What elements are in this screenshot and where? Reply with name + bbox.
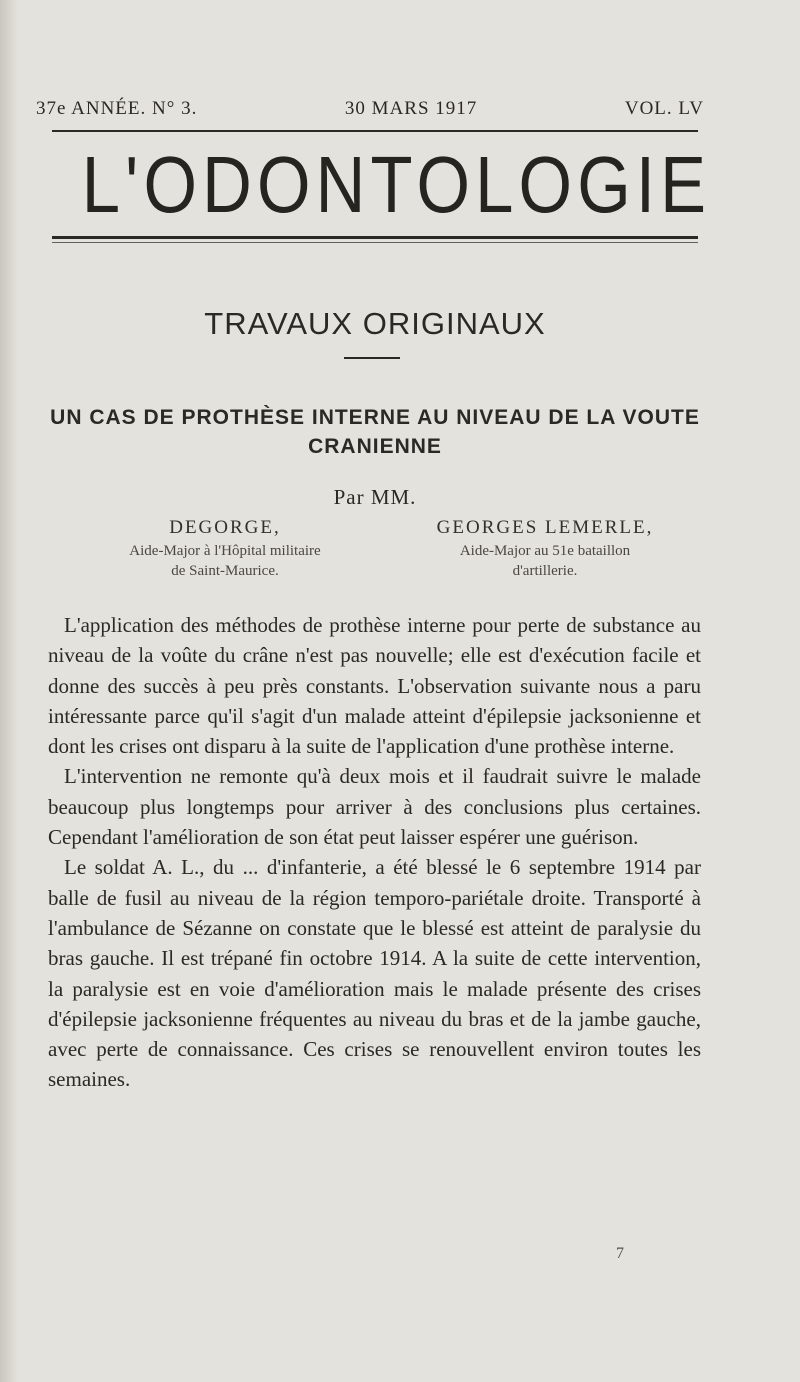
page-number: 7: [616, 1245, 624, 1262]
author-name: DEGORGE,: [169, 517, 281, 538]
journal-title: L'ODONTOLOGIE: [81, 140, 712, 229]
issue-header: [36, 98, 704, 120]
article-title: UN CAS DE PROTHÈSE INTERNE AU NIVEAU DE LA VOUTE CRANIENNE: [50, 406, 700, 458]
author-affiliation: Aide-Major à l'Hôpital militaire: [129, 543, 321, 559]
header-rule: [52, 130, 698, 132]
author-affiliation: de Saint-Maurice.: [171, 563, 279, 579]
body-paragraph: Le soldat A. L., du ... d'infanterie, a été blessé le 6 septembre 1914 par balle de fusil au niveau de la région temporo-pariétale droite. Transporté à l'ambulance de Sézanne on constate que le blessé est atteint de paralysie du bras gauche. Il est trépané fin octobre 1914. A la suite de cette intervention, la paralysie est en voie d'amélioration mais le malade présente des crises d'épilepsie jacksonienne fréquentes au niveau du bras et de la jambe gauche, avec perte de connaissance. Ces crises se renouvellent environ toutes les semaines.: [48, 855, 701, 1092]
title-rule-thin: [52, 242, 698, 243]
issue-date: 30 MARS 1917: [344, 98, 478, 119]
author-affiliation: d'artillerie.: [512, 563, 578, 579]
author-name: GEORGES LEMERLE,: [436, 517, 654, 538]
title-rule-thick: [52, 236, 698, 239]
body-paragraph: L'application des méthodes de prothèse interne pour perte de substance au niveau de la voûte du crâne n'est pas nouvelle; elle est d'exécution facile et donne des succès à peu près constants. L'observation suivante nous a paru intéressante parce qu'il s'agit d'un malade atteint d'épilepsie jacksonienne et dont les crises ont disparu à la suite de l'application d'une prothèse interne.: [48, 613, 701, 759]
issue-number: 37e ANNÉE. N° 3.: [36, 98, 198, 119]
byline: Par MM.: [333, 485, 417, 509]
page-edge-shadow: [0, 0, 18, 1382]
volume-number: VOL. LV: [624, 98, 704, 119]
author-lemerle: [390, 515, 700, 581]
author-degorge: [60, 515, 390, 581]
body-paragraph: L'intervention ne remonte qu'à deux mois et il faudrait suivre le malade beaucoup plus longtemps pour arriver à des conclusions plus certaines. Cependant l'amélioration de son état peut laisser espérer une guérison.: [48, 764, 701, 850]
section-divider: [344, 357, 400, 359]
article-body: [48, 610, 701, 1095]
section-title: TRAVAUX ORIGINAUX: [204, 306, 546, 341]
author-affiliation: Aide-Major au 51e bataillon: [459, 543, 631, 559]
